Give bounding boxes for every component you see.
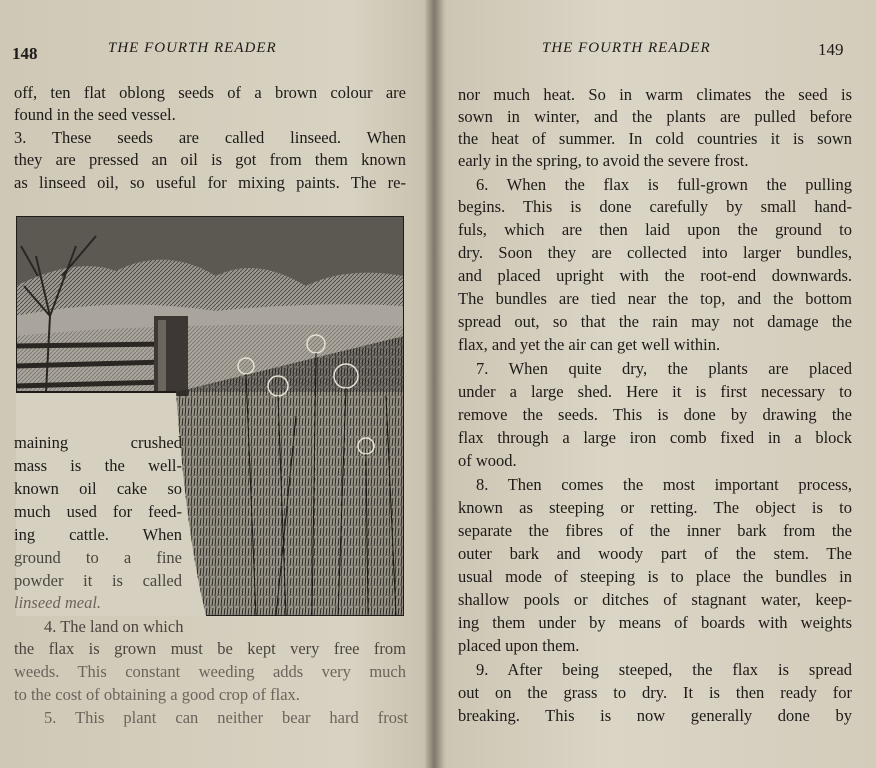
text-line: ing them under by means of boards with weights: [458, 613, 852, 632]
text-line: powder it is called: [14, 571, 182, 590]
text-line: linseed meal.: [14, 593, 102, 612]
text-line: weeds. This constant weeding adds very much: [14, 662, 406, 681]
text-line: sown in winter, and the plants are pulled before: [458, 107, 852, 126]
text-line: usual mode of steeping is to place the bundles in: [458, 567, 852, 586]
text-line: found in the seed vessel.: [14, 105, 176, 124]
text-line: The bundles are tied near the top, and the bottom: [458, 289, 852, 308]
text-line: flax, and yet the air can get well within.: [458, 335, 721, 354]
text-line: 6. When the flax is full-grown the pulling: [476, 175, 852, 194]
text-line: the heat of summer. In cold countries it is sown: [458, 129, 852, 148]
text-line: known oil cake so: [14, 479, 182, 498]
text-line: 8. Then comes the most important process,: [476, 475, 852, 494]
text-line: 3. These seeds are called linseed. When: [14, 128, 406, 147]
left-page-number: 148: [12, 44, 38, 63]
text-line: shallow pools or ditches of stagnant water, keep-: [458, 590, 852, 609]
text-line: outer bark and woody part of the stem. The: [458, 544, 852, 563]
text-line: separate the fibres of the inner bark from the: [458, 521, 852, 540]
text-line: nor much heat. So in warm climates the seed is: [458, 85, 852, 104]
left-page: [0, 0, 430, 768]
text-line: begins. This is done carefully by small hand-: [458, 197, 852, 216]
text-line: spread out, so that the rain may not damage the: [458, 312, 852, 331]
text-line: much used for feed-: [14, 502, 182, 521]
text-line: placed upon them.: [458, 636, 580, 655]
text-line: known as steeping or retting. The object is to: [458, 498, 852, 517]
text-line: flax through a large iron comb fixed in a block: [458, 428, 852, 447]
right-page: [446, 0, 876, 768]
text-line: to the cost of obtaining a good crop of flax.: [14, 685, 300, 704]
right-page-number: 149: [818, 40, 844, 59]
text-line: 5. This plant can neither bear hard frost: [44, 708, 408, 727]
text-line: 7. When quite dry, the plants are placed: [476, 359, 852, 378]
text-line: early in the spring, to avoid the severe frost.: [458, 151, 749, 170]
text-line: breaking. This is now generally done by: [458, 706, 852, 725]
text-line: the flax is grown must be kept very free from: [14, 639, 406, 658]
text-line: out on the grass to dry. It is then ready for: [458, 683, 852, 702]
left-running-head: THE FOURTH READER: [108, 40, 277, 56]
right-running-head: THE FOURTH READER: [542, 40, 711, 56]
text-line: as linseed oil, so useful for mixing paints. The re-: [14, 173, 406, 192]
text-line: maining crushed: [14, 433, 182, 452]
text-line: mass is the well-: [14, 456, 182, 475]
text-line: 9. After being steeped, the flax is spread: [476, 660, 852, 679]
text-line: of wood.: [458, 451, 517, 470]
text-line: fuls, which are then laid upon the ground to: [458, 220, 852, 239]
text-line: ing cattle. When: [14, 525, 182, 544]
text-line: 4. The land on which: [44, 617, 184, 636]
text-line: ground to a fine: [14, 548, 182, 567]
text-line: and placed upright with the root-end downwards.: [458, 266, 852, 285]
text-line: off, ten flat oblong seeds of a brown colour are: [14, 83, 406, 102]
text-line: dry. Soon they are collected into larger bundles,: [458, 243, 852, 262]
text-line: they are pressed an oil is got from them known: [14, 150, 406, 169]
text-line: remove the seeds. This is done by drawing the: [458, 405, 852, 424]
text-line: under a large shed. Here it is first necessary to: [458, 382, 852, 401]
